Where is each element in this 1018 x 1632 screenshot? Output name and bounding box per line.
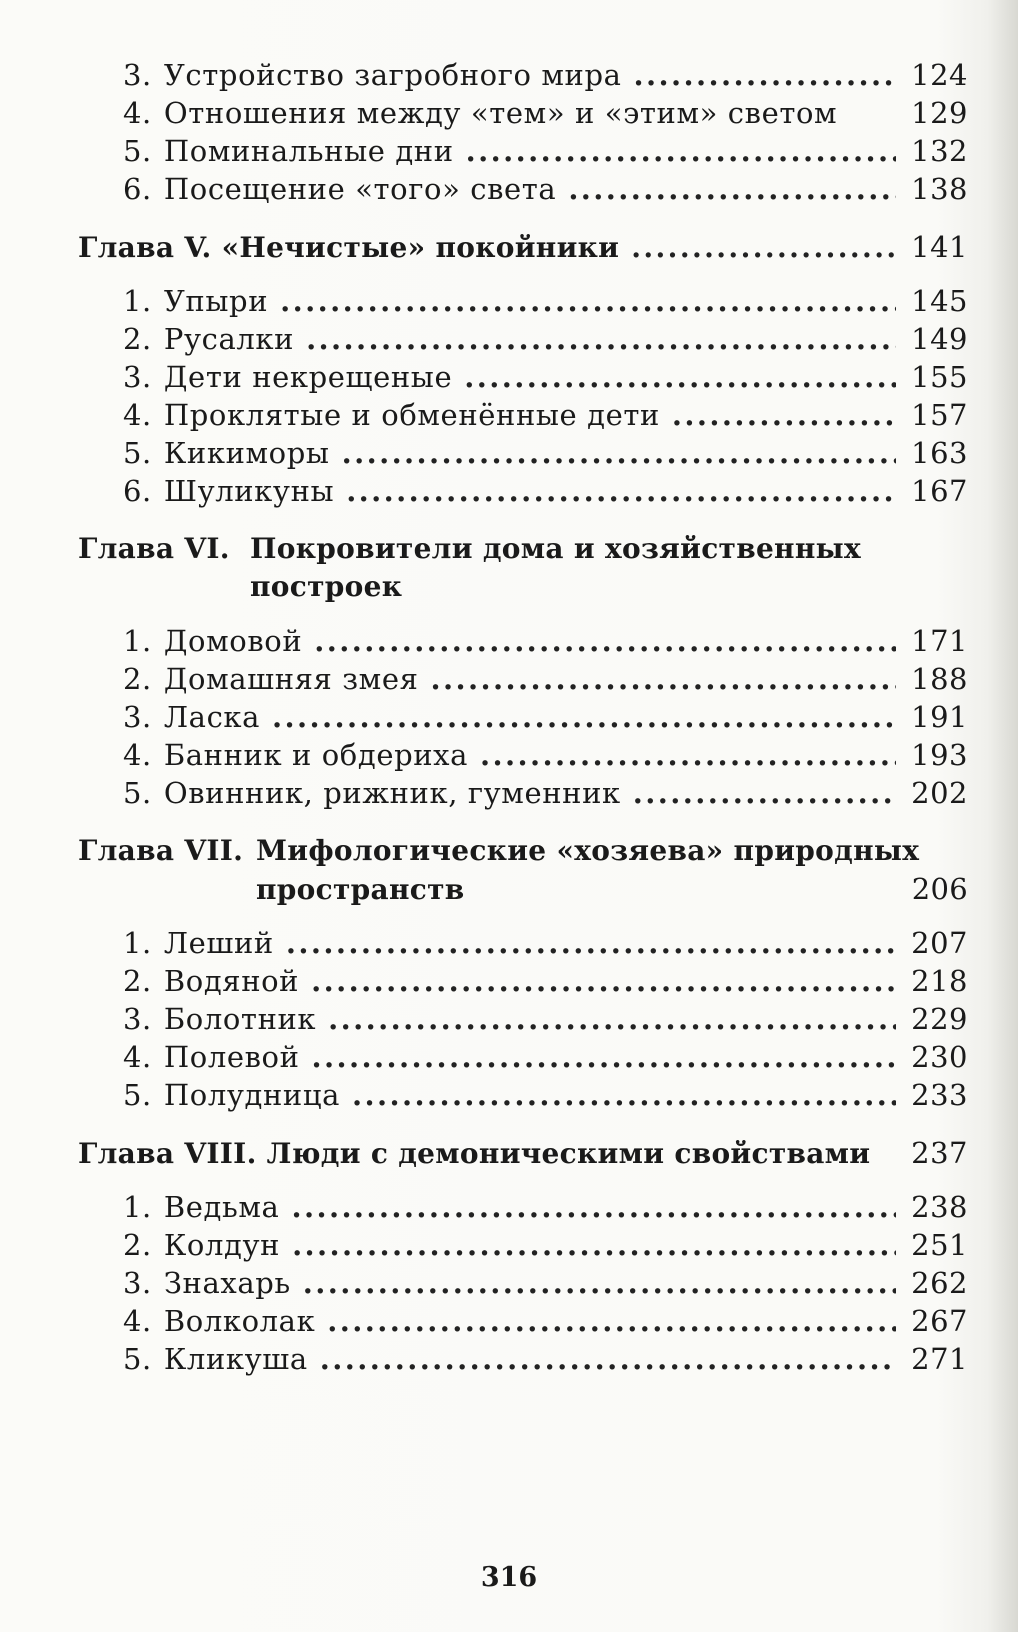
entry-page: 149 [911, 322, 968, 356]
entry-number: 2. [123, 322, 152, 356]
dot-leader [286, 926, 896, 960]
dot-leader [466, 134, 896, 168]
dot-leader [312, 1040, 896, 1074]
entry-number: 4. [123, 96, 152, 130]
entry-page: 218 [911, 964, 968, 998]
toc-entry [78, 1040, 968, 1078]
entry-number: 5. [123, 1078, 152, 1112]
entry-number: 3. [123, 700, 152, 734]
entry-page: 145 [911, 284, 968, 318]
toc-entry [78, 1342, 968, 1380]
chapter-title-line: пространств [256, 873, 465, 906]
chapter-title-line-with-page [256, 872, 968, 910]
dot-leader [346, 474, 896, 508]
dot-leader [631, 231, 896, 264]
entry-title: Колдун [163, 1228, 281, 1262]
chapter-page: 237 [911, 1136, 968, 1170]
toc-entry [78, 134, 968, 172]
entry-title: Полевой [163, 1040, 300, 1074]
chapter-title-line: Мифологические «хозяева» природных [256, 834, 920, 867]
chapter-page: 206 [911, 872, 968, 906]
toc-entry [78, 1304, 968, 1342]
entry-number: 5. [123, 436, 152, 470]
entry-page: 251 [911, 1228, 968, 1262]
dot-leader [480, 738, 896, 772]
entry-title: Устройство загробного мира [163, 58, 622, 92]
dot-leader [306, 322, 896, 356]
dot-leader [464, 360, 896, 394]
entry-number: 1. [123, 1190, 152, 1224]
entry-number: 4. [123, 738, 152, 772]
entry-number: 3. [123, 1266, 152, 1300]
dot-leader [327, 1304, 896, 1338]
entry-number: 5. [123, 776, 152, 810]
entry-page: 267 [911, 1304, 968, 1338]
entry-page: 202 [911, 776, 968, 810]
entry-title: Кликуша [163, 1342, 308, 1376]
entry-title: Полудница [163, 1078, 340, 1112]
entry-title: Ласка [163, 700, 261, 734]
entry-number: 3. [123, 58, 152, 92]
toc-entry [78, 1002, 968, 1040]
toc-entry [78, 360, 968, 398]
spacer [78, 512, 968, 532]
entry-title: Знахарь [163, 1266, 291, 1300]
chapter-title: Глава VIII. Люди с демоническими свойствами [78, 1137, 871, 1170]
entry-title: Овинник, рижник, гуменник [163, 776, 621, 810]
entry-page: 233 [911, 1078, 968, 1112]
entry-title: Кикиморы [163, 436, 330, 470]
chapter-heading [78, 532, 968, 608]
entry-page: 157 [911, 398, 968, 432]
table-of-contents [78, 58, 968, 1380]
entry-page: 188 [911, 662, 968, 696]
spacer [78, 1174, 968, 1190]
entry-page: 238 [911, 1190, 968, 1224]
entry-title: Посещение «того» света [163, 172, 557, 206]
chapter-title: Глава V. «Нечистые» покойники [78, 231, 620, 264]
dot-leader [292, 1228, 896, 1262]
entry-page: 191 [911, 700, 968, 734]
entry-page: 193 [911, 738, 968, 772]
chapter-title-block [256, 834, 968, 910]
dot-leader [280, 284, 896, 318]
dot-leader [320, 1342, 896, 1376]
entry-title: Леший [163, 926, 274, 960]
entry-page: 138 [911, 172, 968, 206]
entry-page: 229 [911, 1002, 968, 1036]
entry-title: Дети некрещеные [163, 360, 453, 394]
entry-title: Волколак [163, 1304, 316, 1338]
dot-leader [672, 398, 896, 432]
entry-title: Поминальные дни [163, 134, 454, 168]
chapter-title-block [250, 532, 968, 608]
entry-number: 5. [123, 134, 152, 168]
toc-entry [78, 738, 968, 776]
entry-title: Банник и обдериха [163, 738, 469, 772]
toc-entry [78, 172, 968, 210]
spacer [78, 210, 968, 230]
dot-leader [272, 700, 896, 734]
entry-number: 4. [123, 398, 152, 432]
toc-entry [78, 662, 968, 700]
entry-page: 155 [911, 360, 968, 394]
dot-leader [431, 662, 897, 696]
chapter-title-line: построек [250, 570, 403, 603]
toc-entry [78, 624, 968, 662]
spacer [78, 814, 968, 834]
entry-page: 167 [911, 474, 968, 508]
chapter-label: Глава VII. [78, 834, 244, 867]
entry-number: 3. [123, 1002, 152, 1036]
toc-entry [78, 96, 968, 134]
entry-title: Домашняя змея [163, 662, 419, 696]
spacer [78, 1116, 968, 1136]
entry-number: 1. [123, 624, 152, 658]
entry-page: 230 [911, 1040, 968, 1074]
entry-title: Ведьма [163, 1190, 280, 1224]
toc-entry [78, 926, 968, 964]
dot-leader [311, 964, 896, 998]
entry-number: 1. [123, 284, 152, 318]
chapter-heading [78, 230, 968, 268]
chapter-page: 141 [911, 230, 968, 264]
entry-title: Водяной [163, 964, 300, 998]
chapter-heading [78, 1136, 968, 1174]
entry-page: 207 [911, 926, 968, 960]
toc-entry [78, 58, 968, 96]
dot-leader [352, 1078, 896, 1112]
entry-number: 1. [123, 926, 152, 960]
dot-leader [291, 1190, 896, 1224]
dot-leader [314, 624, 896, 658]
toc-entry [78, 700, 968, 738]
entry-page: 271 [911, 1342, 968, 1376]
toc-entry [78, 1266, 968, 1304]
chapter-heading [78, 834, 968, 910]
entry-number: 2. [123, 662, 152, 696]
dot-leader [303, 1266, 896, 1300]
entry-page: 132 [911, 134, 968, 168]
dot-leader [568, 172, 896, 206]
entry-number: 4. [123, 1040, 152, 1074]
entry-number: 6. [123, 172, 152, 206]
dot-leader [634, 58, 896, 92]
toc-entry [78, 1228, 968, 1266]
toc-entry [78, 398, 968, 436]
entry-title: Отношения между «тем» и «этим» светом [163, 96, 838, 130]
entry-page: 163 [911, 436, 968, 470]
dot-leader [328, 1002, 896, 1036]
toc-entry [78, 964, 968, 1002]
page-number: 316 [480, 1562, 538, 1593]
spacer [78, 910, 968, 926]
dot-leader [633, 776, 896, 810]
entry-number: 2. [123, 1228, 152, 1262]
entry-number: 2. [123, 964, 152, 998]
entry-title: Болотник [163, 1002, 317, 1036]
entry-number: 3. [123, 360, 152, 394]
toc-entry [78, 1190, 968, 1228]
toc-entry [78, 776, 968, 814]
entry-number: 5. [123, 1342, 152, 1376]
entry-page: 262 [911, 1266, 968, 1300]
toc-entry [78, 436, 968, 474]
entry-title: Упыри [163, 284, 269, 318]
entry-title: Шуликуны [163, 474, 335, 508]
chapter-label: Глава VI. [78, 532, 230, 565]
dot-leader [342, 436, 896, 470]
chapter-title-line: Покровители дома и хозяйственных [250, 532, 862, 565]
entry-title: Домовой [163, 624, 303, 658]
spacer [78, 268, 968, 284]
toc-entry [78, 474, 968, 512]
entry-page: 171 [911, 624, 968, 658]
toc-entry [78, 322, 968, 360]
entry-title: Проклятые и обменённые дети [163, 398, 660, 432]
entry-number: 6. [123, 474, 152, 508]
toc-entry [78, 1078, 968, 1116]
entry-page: 129 [911, 96, 968, 130]
toc-entry [78, 284, 968, 322]
spacer [78, 608, 968, 624]
entry-page: 124 [911, 58, 968, 92]
entry-number: 4. [123, 1304, 152, 1338]
entry-title: Русалки [163, 322, 295, 356]
